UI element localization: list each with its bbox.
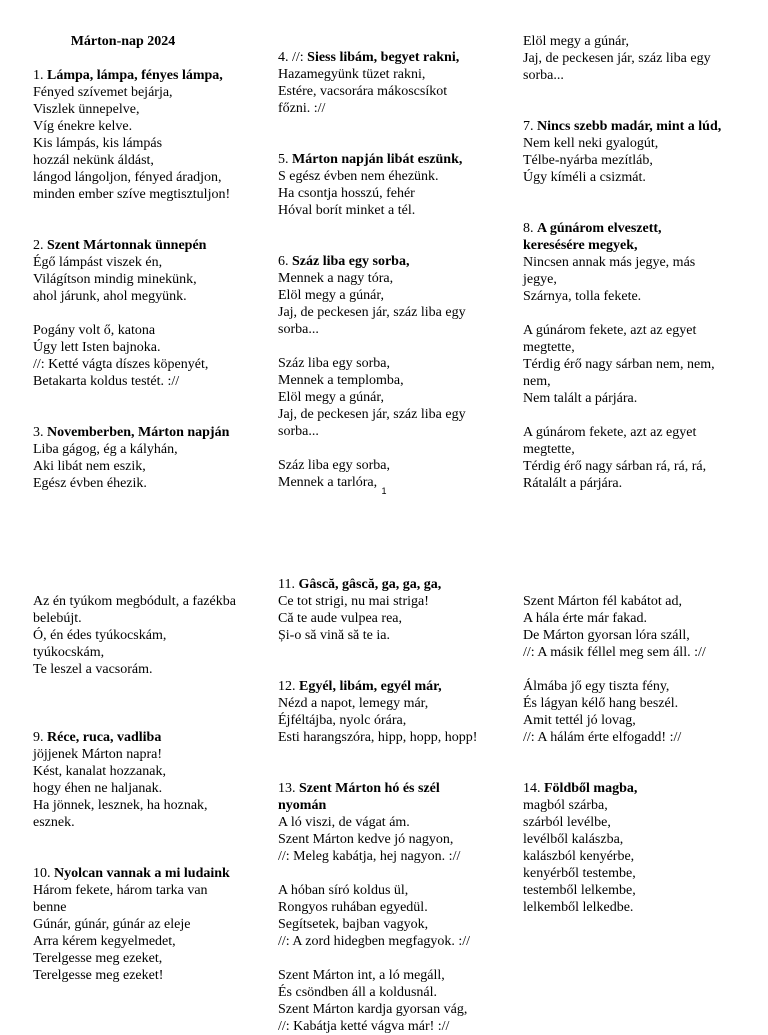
lyric-line: Arra kérem kegyelmedet, xyxy=(33,934,176,949)
lyric-line: jegye, xyxy=(523,272,557,287)
page2-column-1 xyxy=(33,593,263,984)
lyric-line: A ló viszi, de vágat ám. xyxy=(278,815,410,830)
lyric-line: lángod lángoljon, fényed áradjon, xyxy=(33,170,222,185)
page2-column-3 xyxy=(523,593,753,916)
blank-line xyxy=(33,848,263,865)
song-heading xyxy=(278,253,508,270)
lyric-line: Nem kell neki gyalogút, xyxy=(523,136,659,151)
song-title: Novemberben, Márton napján xyxy=(47,425,230,440)
lyric-line: Nem talált a párjára. xyxy=(523,391,638,406)
lyric-line: magból szárba, xyxy=(523,798,608,813)
song-number: 8. xyxy=(523,221,534,236)
song-heading xyxy=(523,780,753,797)
lyric-line: szárból levélbe, xyxy=(523,815,611,830)
song-heading xyxy=(278,780,508,797)
song-heading xyxy=(33,67,263,84)
lyric-line: //: A hálám érte elfogadd! :// xyxy=(523,730,682,745)
song-title: A gúnárom elveszett, xyxy=(537,221,662,236)
song-heading xyxy=(278,678,508,695)
lyric-line: Éjféltájba, nyolc órára, xyxy=(278,713,407,728)
lyric-line: Liba gágog, ég a kályhán, xyxy=(33,442,178,457)
lyric-line: Víg énekre kelve. xyxy=(33,119,133,134)
lyric-line: Kis lámpás, kis lámpás xyxy=(33,136,163,151)
lyric-line: hogy éhen ne haljanak. xyxy=(33,781,163,796)
blank-line xyxy=(523,101,753,118)
blank-line xyxy=(33,831,263,848)
lyric-line: Hóval borít minket a tél. xyxy=(278,203,416,218)
blank-line xyxy=(523,746,753,763)
lyric-line: S egész évben nem éhezünk. xyxy=(278,169,439,184)
lyric-line: Jaj, de peckesen jár, száz liba egy xyxy=(278,407,466,422)
blank-line xyxy=(523,305,753,322)
song-title: nyomán xyxy=(278,798,327,813)
lyric-line: megtette, xyxy=(523,442,575,457)
blank-line xyxy=(278,117,508,134)
song-title: Száz liba egy sorba, xyxy=(292,254,410,269)
lyric-line: //: Ketté vágta díszes köpenyét, xyxy=(33,357,209,372)
song-title: Nyolcan vannak a mi ludaink xyxy=(54,866,230,881)
blank-line xyxy=(278,338,508,355)
lyric-line: Viszlek ünnepelve, xyxy=(33,102,140,117)
lyric-line: Aki libát nem eszik, xyxy=(33,459,146,474)
lyric-line: Szent Márton fél kabátot ad, xyxy=(523,594,683,609)
lyric-line: //: A zord hidegben megfagyok. :// xyxy=(278,934,471,949)
page2-column-2 xyxy=(278,576,508,1035)
lyric-line: Pogány volt ő, katona xyxy=(33,323,156,338)
song-number: 1. xyxy=(33,68,44,83)
song-number: 10. xyxy=(33,866,51,881)
lyric-line: Mennek a nagy tóra, xyxy=(278,271,394,286)
lyric-line: kalászból kenyérbe, xyxy=(523,849,635,864)
blank-line xyxy=(523,763,753,780)
blank-line xyxy=(278,746,508,763)
lyric-line: Égő lámpást viszek én, xyxy=(33,255,163,270)
song-heading xyxy=(523,118,753,135)
song-number: 3. xyxy=(33,425,44,440)
lyric-line: Jaj, de peckesen jár, száz liba egy xyxy=(278,305,466,320)
lyric-line: Szent Márton int, a ló megáll, xyxy=(278,968,445,983)
lyric-line: Rátalált a párjára. xyxy=(523,476,623,491)
lyric-line: Amit tettél jó lovag, xyxy=(523,713,636,728)
lyric-line: Ha csontja hosszú, fehér xyxy=(278,186,415,201)
blank-line xyxy=(278,440,508,457)
lyric-line: esznek. xyxy=(33,815,75,830)
lyric-line: Terelgesse meg ezeket, xyxy=(33,951,163,966)
blank-line xyxy=(33,305,263,322)
song-title: Lámpa, lámpa, fényes lámpa, xyxy=(47,68,223,83)
song-title: Réce, ruca, vadliba xyxy=(47,730,162,745)
lyric-line: //: A másik féllel meg sem áll. :// xyxy=(523,645,706,660)
song-heading xyxy=(278,576,508,593)
blank-line xyxy=(523,186,753,203)
lyric-line: A gúnárom fekete, azt az egyet xyxy=(523,323,697,338)
lyric-line: A hála érte már fakad. xyxy=(523,611,647,626)
lyric-line: Rongyos ruhában egyedül. xyxy=(278,900,428,915)
blank-line xyxy=(33,203,263,220)
lyric-line: sorba... xyxy=(523,68,564,83)
song-number: 12. xyxy=(278,679,296,694)
song-number: 6. xyxy=(278,254,289,269)
page1-column-2 xyxy=(278,49,508,491)
song-heading xyxy=(278,49,508,66)
lyric-line: Télbe-nyárba mezítláb, xyxy=(523,153,653,168)
song-number: 14. xyxy=(523,781,541,796)
lyric-line: //: Meleg kabátja, hej nagyon. :// xyxy=(278,849,461,864)
song-heading-continued xyxy=(523,237,753,254)
song-title: Szent Mártonnak ünnepén xyxy=(47,238,207,253)
lyric-line: lelkemből lelkedbe. xyxy=(523,900,634,915)
lyric-line: ahol járunk, ahol megyünk. xyxy=(33,289,187,304)
title-line xyxy=(33,33,263,50)
lyric-line: Terelgesse meg ezeket! xyxy=(33,968,164,983)
lyric-line: Nézd a napot, lemegy már, xyxy=(278,696,429,711)
blank-line xyxy=(33,220,263,237)
blank-line xyxy=(523,84,753,101)
blank-line xyxy=(33,678,263,695)
lyric-line: Kést, kanalat hozzanak, xyxy=(33,764,166,779)
lyric-line: benne xyxy=(33,900,67,915)
song-heading xyxy=(523,220,753,237)
lyric-line: Szent Márton kardja gyorsan vág, xyxy=(278,1002,468,1017)
lyric-line: Ce tot strigi, nu mai striga! xyxy=(278,594,429,609)
song-heading xyxy=(33,729,263,746)
lyric-line: Térdig érő nagy sárban nem, nem, xyxy=(523,357,715,372)
blank-line xyxy=(278,661,508,678)
song-number: 13. xyxy=(278,781,296,796)
blank-line xyxy=(523,407,753,424)
lyric-line: Elöl megy a gúnár, xyxy=(523,34,629,49)
song-heading xyxy=(33,237,263,254)
lyric-line: Că te aude vulpea rea, xyxy=(278,611,402,626)
lyric-line: Száz liba egy sorba, xyxy=(278,356,390,371)
lyric-line: Szárnya, tolla fekete. xyxy=(523,289,642,304)
blank-line xyxy=(523,661,753,678)
lyric-line: Ha jönnek, lesznek, ha hoznak, xyxy=(33,798,208,813)
lyric-line: Fényed szívemet bejárja, xyxy=(33,85,173,100)
lyric-line: De Márton gyorsan lóra száll, xyxy=(523,628,690,643)
lyric-line: minden ember szíve megtisztuljon! xyxy=(33,187,231,202)
blank-line xyxy=(278,236,508,253)
lyric-line: És lágyan kélő hang beszél. xyxy=(523,696,679,711)
lyric-line: Térdig érő nagy sárban rá, rá, rá, xyxy=(523,459,707,474)
blank-line xyxy=(33,390,263,407)
page-number: 1 xyxy=(381,486,387,496)
lyric-line: Világítson mindig minekünk, xyxy=(33,272,197,287)
blank-line xyxy=(33,712,263,729)
blank-line xyxy=(523,203,753,220)
page1-column-3 xyxy=(523,33,753,492)
lyric-line: sorba... xyxy=(278,322,319,337)
song-number: 7. xyxy=(523,119,534,134)
song-number: 9. xyxy=(33,730,44,745)
song-heading xyxy=(278,151,508,168)
song-title: Földből magba, xyxy=(544,781,638,796)
lyric-line: Estére, vacsorára mákoscsíkot xyxy=(278,84,448,99)
song-heading-continued xyxy=(278,797,508,814)
lyric-line: nem, xyxy=(523,374,551,389)
song-number: 4. //: xyxy=(278,50,304,65)
blank-line xyxy=(33,407,263,424)
song-title: Gâscă, gâscă, ga, ga, ga, xyxy=(298,577,442,592)
lyric-line: Și-o să vină să te ia. xyxy=(278,628,390,643)
lyric-line: megtette, xyxy=(523,340,575,355)
song-title: keresésére megyek, xyxy=(523,238,638,253)
song-number: 5. xyxy=(278,152,289,167)
lyric-line: Jaj, de peckesen jár, száz liba egy xyxy=(523,51,711,66)
lyric-line: Elöl megy a gúnár, xyxy=(278,390,384,405)
lyric-line: Úgy kíméli a csizmát. xyxy=(523,170,646,185)
blank-line xyxy=(278,950,508,967)
lyric-line: Szent Márton kedve jó nagyon, xyxy=(278,832,454,847)
lyric-line: sorba... xyxy=(278,424,319,439)
lyric-line: Esti harangszóra, hipp, hopp, hopp! xyxy=(278,730,478,745)
lyric-line: kenyérből testembe, xyxy=(523,866,636,881)
blank-line xyxy=(33,695,263,712)
lyric-line: Száz liba egy sorba, xyxy=(278,458,390,473)
song-title: Szent Márton hó és szél xyxy=(299,781,440,796)
lyric-line: Ó, én édes tyúkocskám, xyxy=(33,628,167,643)
document-title: Márton-nap 2024 xyxy=(70,34,176,49)
blank-line xyxy=(33,50,263,67)
lyric-line: Mennek a templomba, xyxy=(278,373,404,388)
blank-line xyxy=(278,865,508,882)
song-heading xyxy=(33,424,263,441)
lyric-line: tyúkocskám, xyxy=(33,645,105,660)
song-heading xyxy=(33,865,263,882)
lyric-line: Mennek a tarlóra, xyxy=(278,475,378,490)
page1-column-1 xyxy=(33,33,263,492)
lyric-line: Te leszel a vacsorám. xyxy=(33,662,153,677)
song-number: 11. xyxy=(278,577,295,592)
song-title: Egyél, libám, egyél már, xyxy=(299,679,442,694)
lyric-line: //: Kabátja ketté vágva már! :// xyxy=(278,1019,450,1034)
lyric-line: hozzál nekünk áldást, xyxy=(33,153,154,168)
song-number: 2. xyxy=(33,238,44,253)
blank-line xyxy=(278,763,508,780)
lyric-line: Álmába jő egy tiszta fény, xyxy=(523,679,670,694)
song-title: Márton napján libát eszünk, xyxy=(292,152,463,167)
lyric-line: Elöl megy a gúnár, xyxy=(278,288,384,303)
lyric-line: jöjjenek Márton napra! xyxy=(33,747,163,762)
lyric-line: belebújt. xyxy=(33,611,82,626)
lyric-line: testemből lelkembe, xyxy=(523,883,636,898)
lyric-line: A gúnárom fekete, azt az egyet xyxy=(523,425,697,440)
lyric-line: Hazamegyünk tüzet rakni, xyxy=(278,67,426,82)
lyric-line: Segítsetek, bajban vagyok, xyxy=(278,917,429,932)
song-title: Nincs szebb madár, mint a lúd, xyxy=(537,119,722,134)
lyric-line: Betakarta koldus testét. :// xyxy=(33,374,180,389)
lyric-line: A hóban síró koldus ül, xyxy=(278,883,409,898)
lyric-line: levélből kalászba, xyxy=(523,832,624,847)
lyric-line: Úgy lett Isten bajnoka. xyxy=(33,340,161,355)
lyric-line: Három fekete, három tarka van xyxy=(33,883,208,898)
blank-line xyxy=(278,219,508,236)
lyric-line: Egész évben éhezik. xyxy=(33,476,147,491)
lyric-line: Az én tyúkom megbódult, a fazékba xyxy=(33,594,236,609)
song-title: Siess libám, begyet rakni, xyxy=(307,50,460,65)
blank-line xyxy=(278,644,508,661)
lyric-line: És csöndben áll a koldusnál. xyxy=(278,985,438,1000)
lyric-line: főzni. :// xyxy=(278,101,326,116)
lyric-line: Gúnár, gúnár, gúnár az eleje xyxy=(33,917,191,932)
lyric-line: Nincsen annak más jegye, más xyxy=(523,255,696,270)
blank-line xyxy=(278,134,508,151)
